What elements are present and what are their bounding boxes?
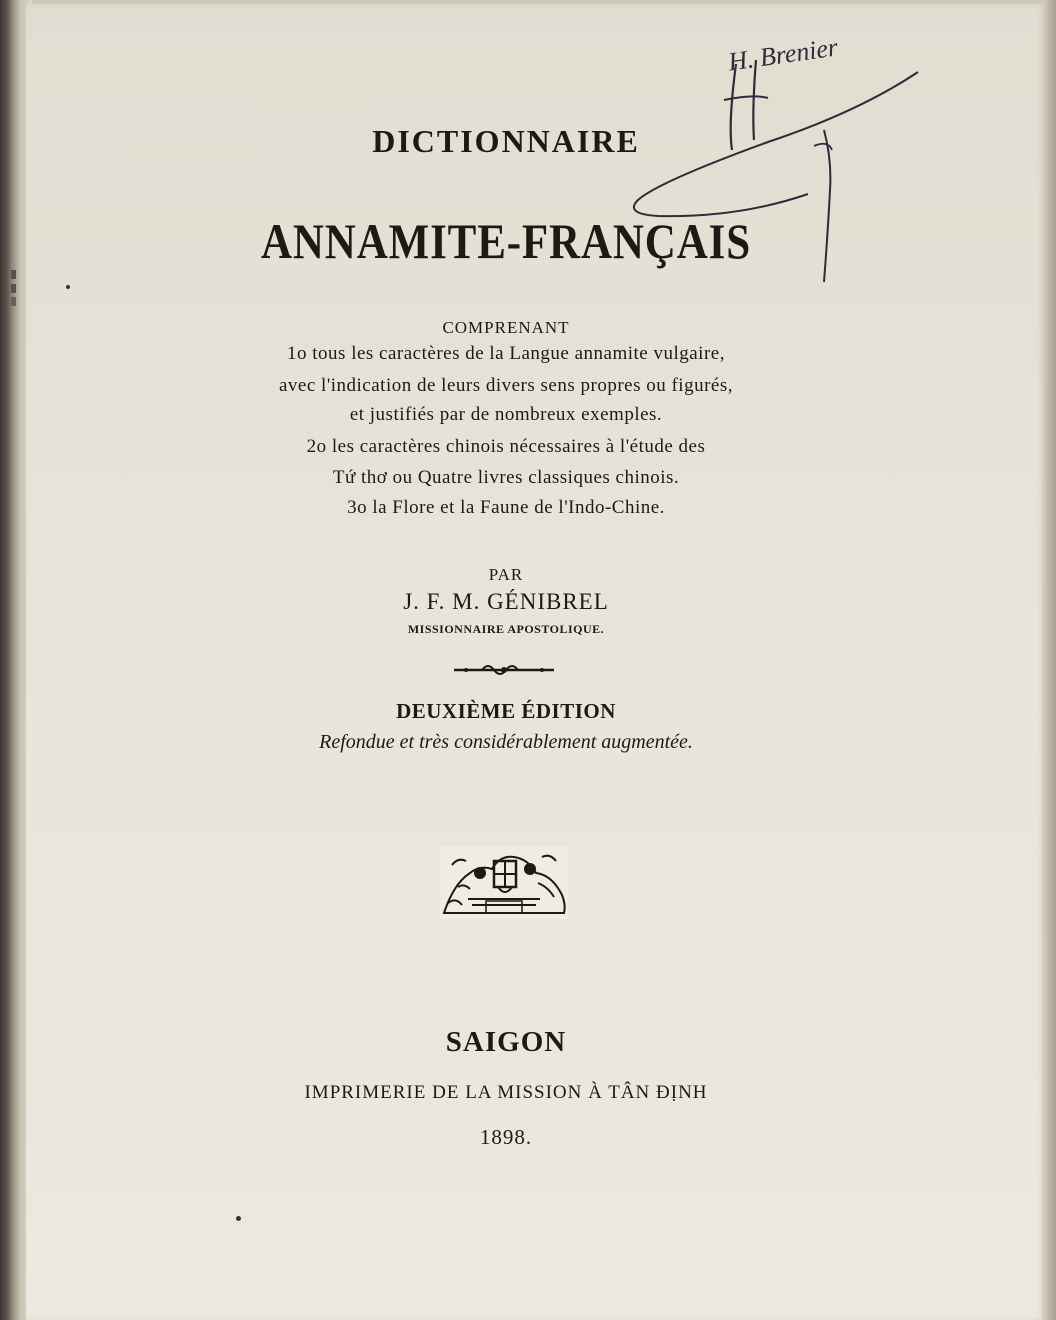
city-name: SAIGON [445,1026,567,1058]
contents-line-6: 3o la Flore et la Faune de l'Indo-Chine. [347,497,665,518]
book-spine-shadow [0,0,12,1320]
printer-name: IMPRIMERIE DE LA MISSION À TÂN ĐỊNH [304,1082,708,1103]
signature-text: H. Brenier [726,32,840,77]
main-title: ANNAMITE-FRANÇAIS [260,213,752,269]
par-label: PAR [488,565,524,584]
page-right-edge [1042,0,1056,1320]
printers-vignette-icon [438,843,570,923]
heading-dictionnaire: DICTIONNAIRE [372,123,640,159]
author-name: J. F. M. GÉNIBREL [403,589,609,614]
contents-line-2: avec l'indication de leurs divers sens propres ou figurés, [279,375,733,396]
publication-year: 1898. [479,1125,533,1149]
contents-line-1: 1o tous les caractères de la Langue annamite vulgaire, [287,343,725,364]
edition-note: Refondue et très considérablement augmentée. [319,731,693,753]
contents-line-4: 2o les caractères chinois nécessaires à l'étude des [306,436,706,457]
author-title: MISSIONNAIRE APOSTOLIQUE. [407,622,605,636]
comprenant-label: COMPRENANT [442,318,570,337]
contents-line-3: et justifiés par de nombreux exemples. [349,404,663,425]
handwritten-signature-flourish [628,38,928,288]
ornamental-rule-icon [452,660,556,680]
edition-label: DEUXIÈME ÉDITION [396,699,616,723]
binding-stitch-icon [8,268,22,308]
contents-line-5: Tứ thơ ou Quatre livres classiques chinois. [332,467,680,488]
